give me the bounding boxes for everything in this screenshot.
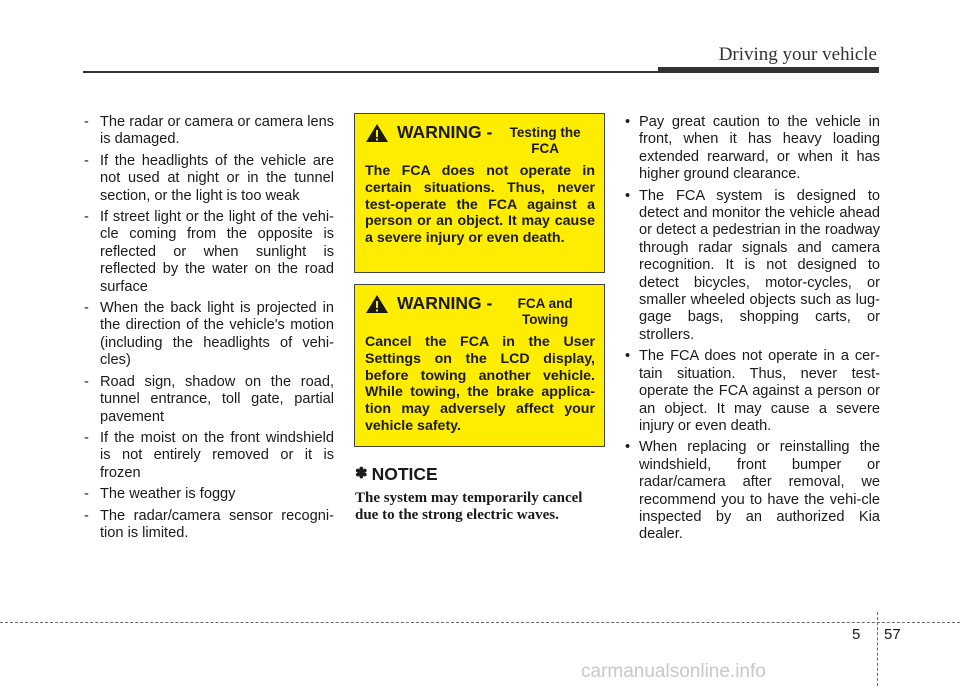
warning-header [365, 293, 595, 328]
footer-divider [877, 612, 878, 686]
header-rule-accent [658, 67, 879, 73]
list-item: • The FCA system is designed to detect and monitor the vehicle ahead or detect a pedestrian in the roadway through radar signals and camera recognition. It is not designed to detect bicycles, motor-cycles, or smaller wheeled objects such as lug- gage bags, shopping carts, or strollers. [625, 187, 880, 343]
right-column [622, 114, 880, 548]
warning-box-towing [354, 284, 605, 447]
warning-label: WARNING - [397, 293, 493, 313]
notice-heading [355, 463, 607, 485]
list-item: - When the back light is projected in the direction of the vehicle's motion (including the headlights of vehi-cles) [84, 300, 334, 369]
warning-subtitle: Testing the FCA [509, 125, 581, 156]
chapter-number: 5 [852, 626, 861, 643]
warning-box-testing-fca [354, 113, 605, 273]
section-title: Driving your vehicle [718, 44, 877, 65]
list-item: - The radar/camera sensor recogni-tion is limited. [84, 507, 334, 541]
list-item: - The radar or camera or camera lens is damaged. [84, 114, 334, 148]
notice-text: The system may temporarily cancel due to the strong electric waves. [355, 490, 583, 523]
list-item: - If street light or the light of the vehi-cle coming from the opposite is reflected or when sunlight is reflected by the water on the road surface [84, 209, 334, 295]
condition-list [84, 114, 334, 542]
warning-subtitle: FCA and Towing [517, 296, 573, 327]
page-number: 57 [884, 626, 901, 643]
watermark: carmanualsonline.info [581, 661, 766, 682]
list-item: • Pay great caution to the vehicle in front, when it has heavy loading extended rearward, or when it has higher ground clearance. [625, 114, 880, 183]
list-item: • When replacing or reinstalling the windshield, front bumper or radar/camera after removal, we recommend you to have the vehi-cle inspected by an authorized Kia dealer. [625, 439, 880, 543]
notice-title: NOTICE [371, 464, 438, 484]
footer-rule [0, 622, 960, 623]
list-item: - If the headlights of the vehicle are not used at night or in the tunnel section, or the light is too weak [84, 152, 334, 204]
warning-header [365, 122, 595, 157]
warning-text: Cancel the FCA in the User Settings on the LCD display, before towing another vehicle. While towing, the brake applica-tion may adversely affect your vehicle safety. [365, 334, 595, 434]
caution-list [622, 114, 880, 544]
warning-triangle-icon [365, 123, 389, 143]
warning-triangle-icon [365, 294, 389, 314]
list-item: • The FCA does not operate in a cer-tain situation. Thus, never test-operate the FCA against a person or an object. It may cause a severe injury or even death. [625, 348, 880, 434]
warning-text: The FCA does not operate in certain situations. Thus, never test-operate the FCA against a person or an object. It may cause a severe injury or even death. [365, 163, 595, 247]
left-column [84, 114, 334, 546]
notice-star-icon: ✽ [355, 465, 368, 482]
notice-block [355, 463, 607, 524]
list-item: - If the moist on the front windshield is not entirely removed or it is frozen [84, 429, 334, 481]
list-item: - The weather is foggy [84, 486, 236, 503]
warning-label: WARNING - [397, 122, 493, 142]
list-item: - Road sign, shadow on the road, tunnel entrance, toll gate, partial pavement [84, 373, 334, 425]
